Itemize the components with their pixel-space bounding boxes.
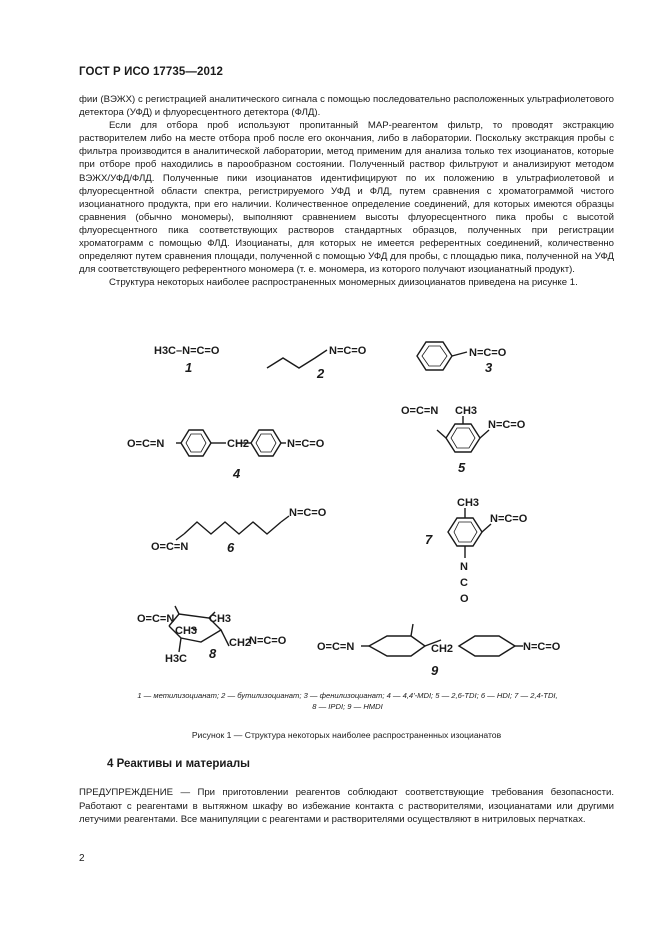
figure-legend xyxy=(90,690,605,712)
paragraph-method: Если для отбора проб используют пропитанный МАР-реагентом фильтр, то проводят экстракцию растворителем либо на месте отбора проб после его окончания, либо в лаборатории. Поскольку экстракция пробы с фильтра производится в аналитической лаборатории, метод применим для анализа только тех изоцианатов, которые при отборе проб находились в парообразном состоянии. Полученный раствор фильтруют и анализируют методом ВЭЖХ/УФД/ФЛД. Полученные пики изоцианатов идентифицируют по их положению в ультрафиолетовой и флуоресцентной области спектра, регистрируемого УФД и ФЛД, путем сравнения с хроматограммой чистого изоцианатного продукта, при его наличии. Количественное определение соединений, для которых имеются образцы сравнения (обычно мономеры), выполняют сравнением высоты флуоресцентного пика пробы с высотой флуоресцентного пика соответствующих растворов стандартных образцов, полученных при регистрации хроматограмм с помощью ФЛД. Изоцианаты, для которых не имеется референтных соединений, количественно определяют путем сравнения площади, полученной с помощью УФД для пробы, с площадью пика, полученной на УФД для соответствующего референтного мономера (т. е. мономера, из которого получают изоцианатный продукт). xyxy=(79,120,614,276)
compound-label-5: 5 xyxy=(458,460,466,475)
formula-hdi-nco-right: N=C=O xyxy=(289,507,327,519)
formula-ipdi-nco: O=C=N xyxy=(137,613,175,625)
page-number: 2 xyxy=(79,853,85,864)
formula-hmdi-ch2: CH2 xyxy=(431,643,454,655)
formula-phenyl-nco: N=C=O xyxy=(469,347,507,359)
formula-hmdi-nco-left: O=C=N xyxy=(317,641,355,653)
section-heading: 4 Реактивы и материалы xyxy=(107,758,250,770)
compound-label-7: 7 xyxy=(425,532,433,547)
formula-ipdi-ch3-a: CH3 xyxy=(175,625,198,637)
formula-hmdi-nco-right: N=C=O xyxy=(523,641,561,653)
body-text xyxy=(79,93,614,289)
paragraph-continuation: фии (ВЭЖХ) с регистрацией аналитического сигнала с помощью последовательно расположенных ультрафиолетового детектора (УФД) и флуоресцентного детектора (ФЛД). xyxy=(79,94,614,119)
formula-butyl-nco: N=C=O xyxy=(329,345,367,357)
figure-structures xyxy=(79,330,614,690)
warning-paragraph: ПРЕДУПРЕЖДЕНИЕ — При приготовлении реагентов соблюдают соответствующие требования безопасности. Работают с реагентами в вытяжном шкафу во избежание контакта с растворителями, изоцианатами или другими летучими реагентами. Все манипуляции с реагентами и растворителями осуществляют в нитриловых перчатках. xyxy=(79,787,614,825)
formula-tdi24-o: O xyxy=(460,593,469,605)
formula-ipdi-ch2: CH2 xyxy=(229,637,252,649)
compound-label-6: 6 xyxy=(227,540,235,555)
standard-header: ГОСТ Р ИСО 17735—2012 xyxy=(79,66,224,78)
formula-mdi-ch2: CH2 xyxy=(227,438,250,450)
formula-tdi24-n: N xyxy=(460,561,468,573)
compound-label-2: 2 xyxy=(317,366,325,381)
compound-label-3: 3 xyxy=(485,360,493,375)
formula-tdi24-ch3: CH3 xyxy=(457,497,480,509)
figure-caption: Рисунок 1 — Структура некоторых наиболее распространенных изоцианатов xyxy=(191,730,502,740)
structures-diagram xyxy=(79,330,614,690)
formula-tdi26-ch3: CH3 xyxy=(455,405,478,417)
compound-label-9: 9 xyxy=(431,663,439,678)
formula-methyl-isocyanate: H3C–N=C=O xyxy=(154,345,220,357)
compound-label-8: 8 xyxy=(209,646,217,661)
compound-label-4: 4 xyxy=(233,466,241,481)
paragraph-figure-ref: Структура некоторых наиболее распространенных мономерных диизоцианатов приведена на рисунке 1. xyxy=(109,277,578,289)
formula-tdi26-nco-left: O=C=N xyxy=(401,405,439,417)
formula-mdi-nco-right: N=C=O xyxy=(287,438,325,450)
formula-tdi26-nco-right: N=C=O xyxy=(488,419,526,431)
formula-ipdi-nco-right: N=C=O xyxy=(249,635,287,647)
formula-mdi-nco-left: O=C=N xyxy=(127,438,165,450)
formula-tdi24-nco-right: N=C=O xyxy=(490,513,528,525)
compound-label-1: 1 xyxy=(185,360,193,375)
formula-ipdi-h3c: H3C xyxy=(165,653,188,665)
formula-hdi-nco-left: O=C=N xyxy=(151,541,189,553)
figure-legend-line-1: 1 — метилизоцианат; 2 — бутилизоцианат; 3 — фенилизоцианат; 4 — 4,4'-MDI; 5 — 2,6-TDI; 6 — HDI; 7 — 2,4-TDI, xyxy=(137,691,558,700)
formula-tdi24-c: C xyxy=(460,577,468,589)
figure-legend-line-2: 8 — IPDI; 9 — HMDI xyxy=(312,702,383,711)
formula-ipdi-ch3-b: CH3 xyxy=(209,613,232,625)
